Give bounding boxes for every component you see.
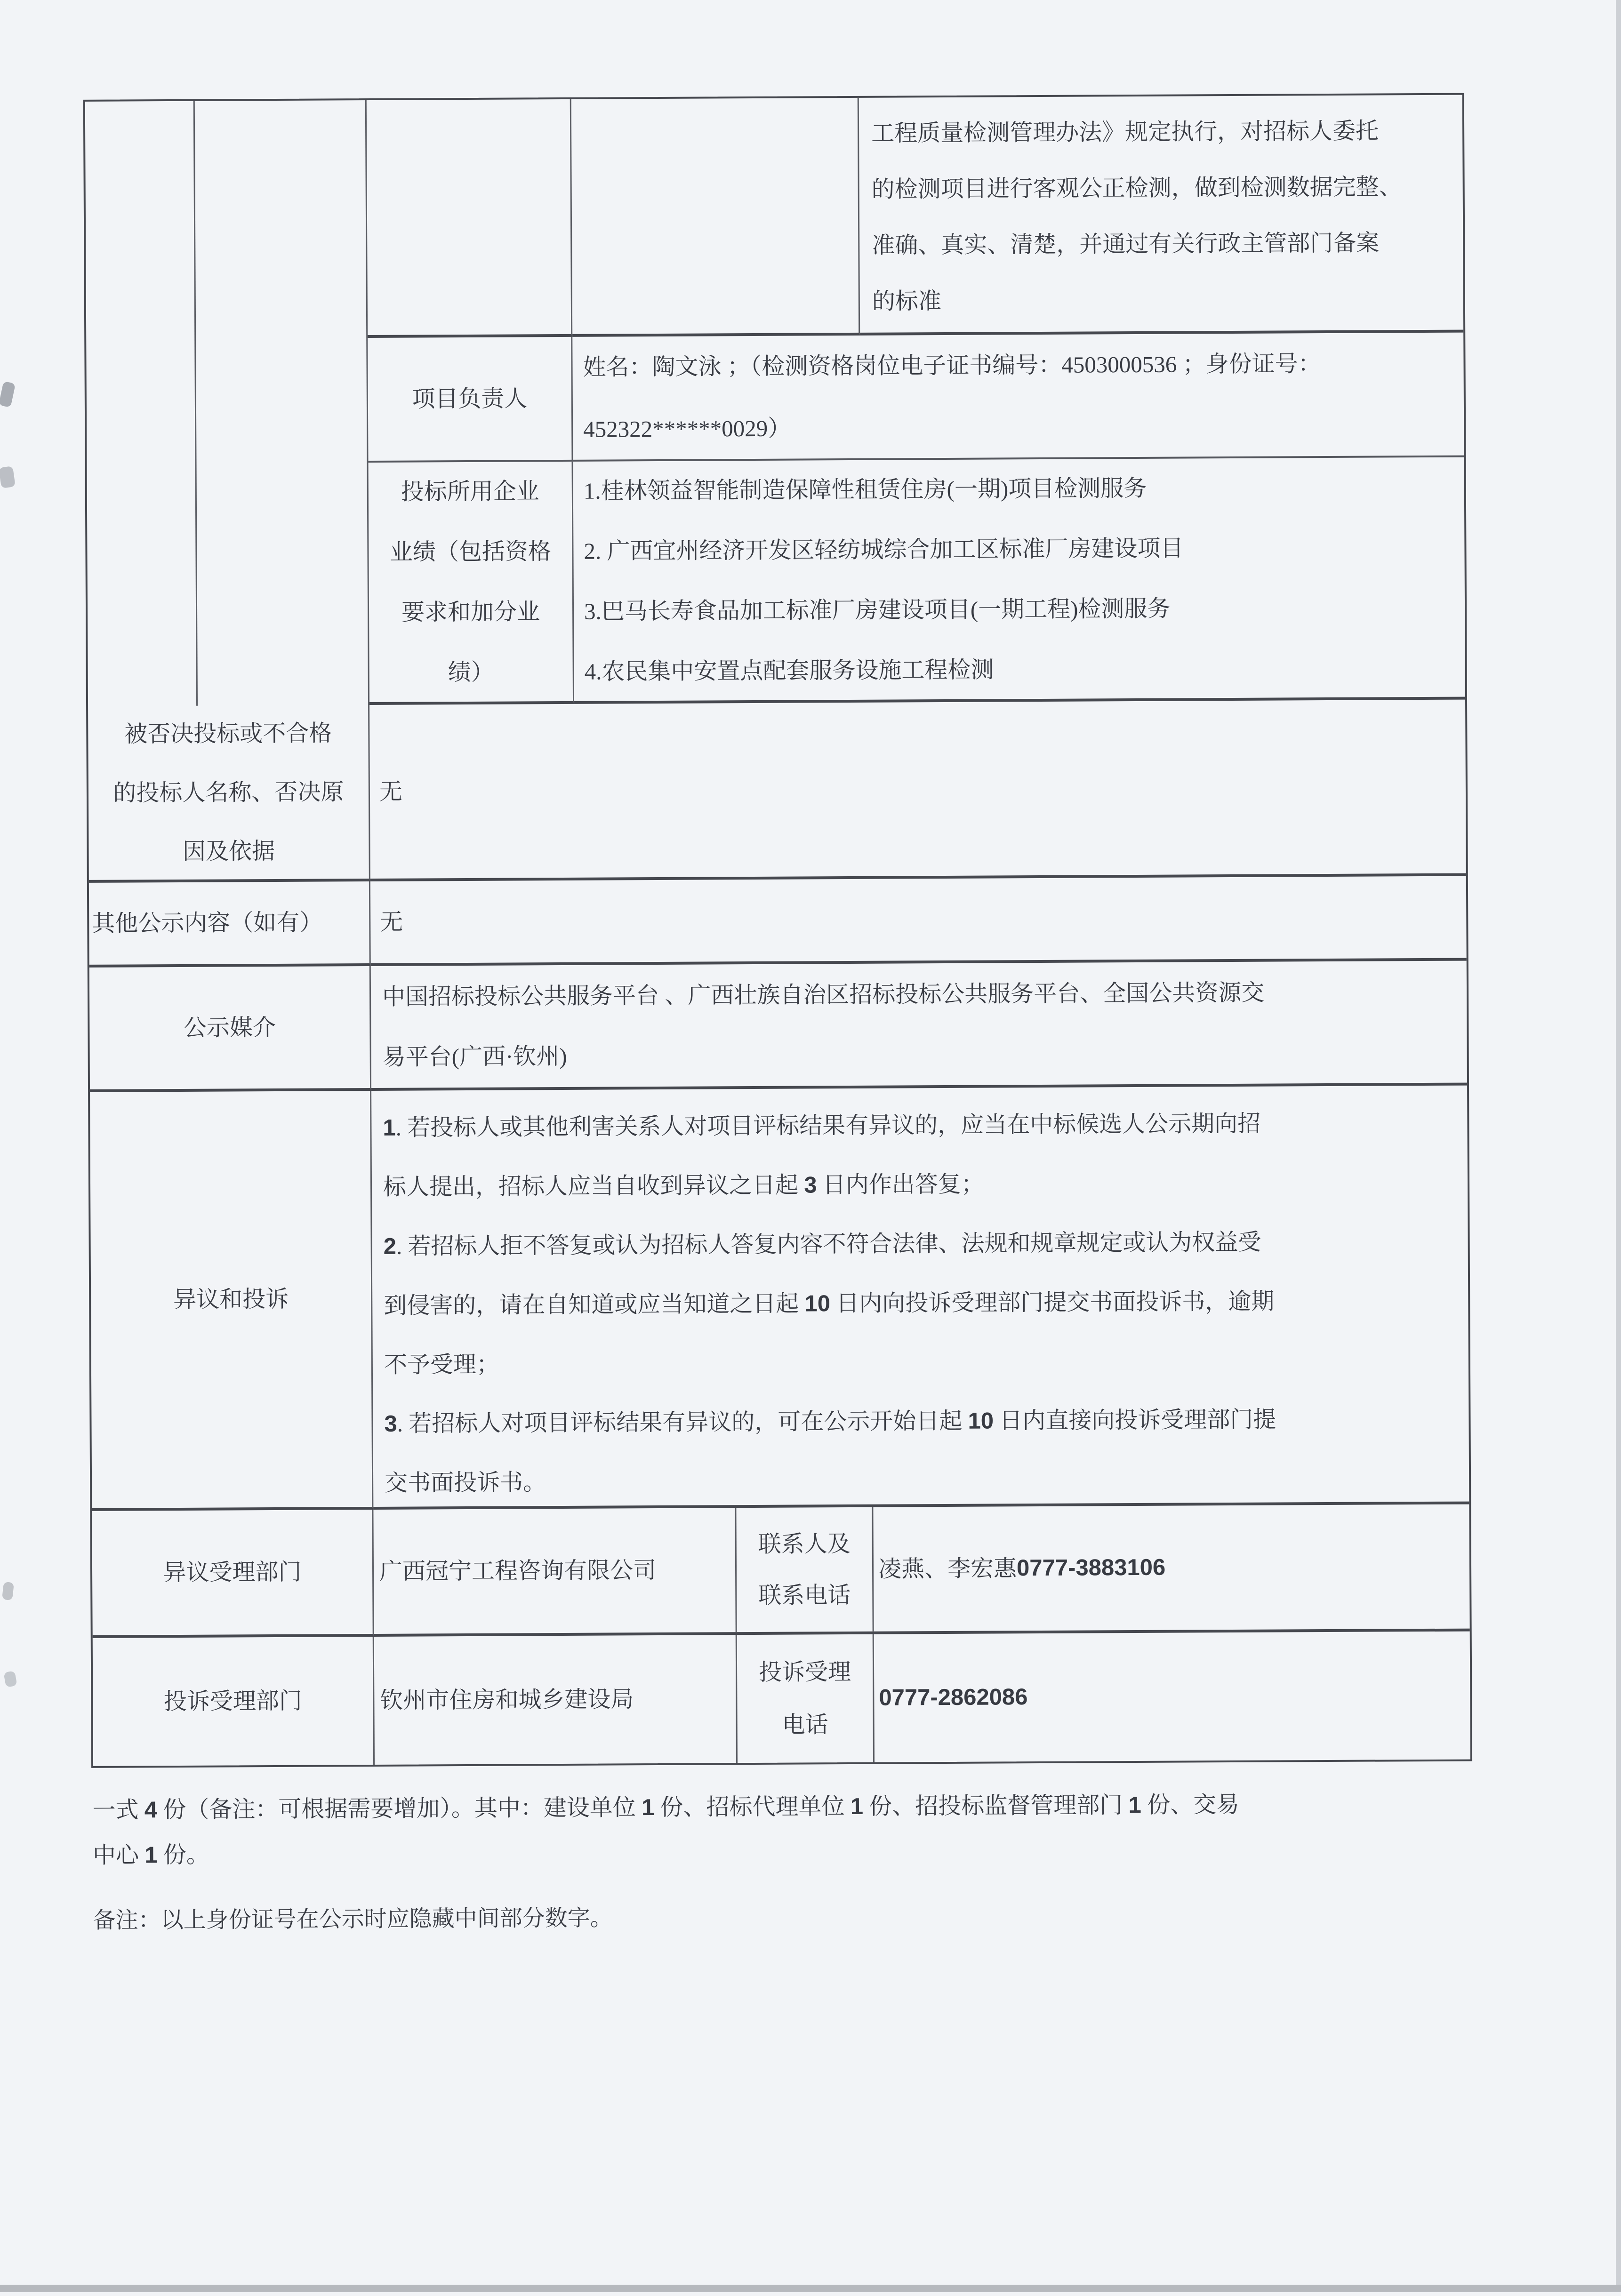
objection-text-line: 2. 若招标人拒不答复或认为招标人答复内容不符合法律、法规和规章规定或认为权益受	[383, 1229, 1261, 1259]
performance-label-line: 绩）	[448, 659, 494, 685]
media-value-line: 中国招标投标公共服务平台 、广西壮族自治区招标投标公共服务平台、全国公共资源交	[382, 979, 1265, 1010]
performance-item: 3.巴马长寿食品加工标准厂房建设项目(一期工程)检测服务	[584, 595, 1171, 624]
privacy-remark: 备注：以上身份证号在公示时应隐藏中间部分数字。	[93, 1905, 613, 1933]
objection-dept-org: 广西冠宁工程咨询有限公司	[373, 1508, 737, 1634]
complaint-dept-row	[374, 1632, 1470, 1765]
standards-text-line: 的检测项目进行客观公正检测，做到检测数据完整、	[871, 174, 1402, 202]
project-leader-value	[572, 333, 1464, 462]
contact-label	[736, 1507, 874, 1632]
performance-item: 1.桂林领益智能制造保障性租赁住房(一期)项目检测服务	[583, 475, 1147, 504]
media-value-line: 易平台(广西·钦州)	[382, 1043, 567, 1070]
objection-dept-label: 异议受理部门	[92, 1510, 374, 1638]
copies-note-line: 一式 4 份（备注：可根据需要增加）。其中：建设单位 1 份、招标代理单位 1 份、招投标监督管理部门 1 份、交易	[92, 1791, 1240, 1823]
contact-label-line: 联系人及	[758, 1530, 851, 1557]
complaint-phone-label-line: 电话	[782, 1712, 828, 1738]
performance-items	[573, 457, 1465, 704]
other-content-value: 无	[370, 876, 1467, 966]
contact-value: 凌燕、李宏惠 0777-3883106	[878, 1554, 1166, 1582]
standards-text-line: 的标准	[872, 288, 942, 314]
objection-text-line: 交书面投诉书。	[384, 1469, 546, 1496]
objection-text-line: 3. 若招标人对项目评标结果有异议的，可在公示开始日起 10 日内直接向投诉受理部门提	[384, 1406, 1276, 1437]
objection-text-line: 1. 若投标人或其他利害关系人对项目评标结果有异议的，应当在中标候选人公示期向招	[383, 1110, 1261, 1141]
project-leader-value-line: 姓名：陶文泳 ；（检测资格岗位电子证书编号：4503000536 ；身份证号：	[583, 350, 1321, 380]
qualification-standards-text	[859, 95, 1463, 336]
objection-dept-row	[373, 1504, 1469, 1637]
performance-label	[369, 462, 575, 705]
copies-note-line: 中心 1 份。	[92, 1841, 209, 1868]
bid-result-table	[83, 93, 1472, 1768]
empty-cell	[85, 101, 198, 706]
page-edge-right	[1616, 0, 1621, 2292]
performance-item: 4.农民集中安置点配套服务设施工程检测	[584, 656, 994, 685]
complaint-phone-label	[737, 1634, 875, 1763]
page-edge-bottom	[0, 2285, 1621, 2292]
complaint-dept-label: 投诉受理部门	[93, 1637, 375, 1766]
copies-note	[92, 1781, 1486, 1878]
rejected-bidders-label-line: 被否决投标或不合格	[124, 720, 332, 747]
performance-label-line: 业绩（包括资格	[389, 538, 552, 565]
standards-text-line: 准确、真实、清楚，并通过有关行政主管部门备案	[872, 230, 1380, 258]
performance-label-line: 投标所用企业	[401, 478, 539, 505]
media-value	[371, 961, 1467, 1091]
rejected-bidders-label	[88, 705, 370, 883]
project-leader-label: 项目负责人	[368, 337, 573, 463]
media-label: 公示媒介	[89, 966, 371, 1092]
other-content-label: 其他公示内容（如有）	[89, 881, 371, 968]
rejected-bidders-label-line: 的投标人名称、否决原	[113, 779, 344, 806]
rejected-bidders-value: 无	[369, 700, 1466, 881]
objection-text	[371, 1086, 1469, 1510]
complaint-phone-label-line: 投诉受理	[758, 1659, 851, 1686]
project-leader-value-line: 452322******0029）	[583, 415, 791, 442]
complaint-phone-value: 0777-2862086	[879, 1684, 1028, 1711]
objection-text-line: 不予受理；	[384, 1351, 500, 1378]
complaint-dept-org: 钦州市住房和城乡建设局	[374, 1635, 738, 1765]
empty-cell	[195, 100, 369, 706]
rejected-bidders-label-line: 因及依据	[182, 838, 275, 864]
empty-cell	[367, 99, 572, 338]
objection-text-line: 标人提出，招标人应当自收到异议之日起 3 日内作出答复；	[383, 1171, 984, 1200]
objection-text-line: 到侵害的，请在自知道或应当知道之日起 10 日内向投诉受理部门提交书面投诉书，逾期	[384, 1288, 1275, 1319]
performance-item: 2. 广西宜州经济开发区轻纺城综合加工区标准厂房建设项目	[584, 535, 1184, 564]
performance-label-line: 要求和加分业	[401, 598, 540, 625]
standards-text-line: 工程质量检测管理办法》规定执行，对招标人委托	[871, 118, 1379, 146]
empty-cell	[571, 98, 860, 337]
contact-label-line: 联系电话	[758, 1582, 851, 1608]
objection-label: 异议和投诉	[90, 1091, 373, 1511]
